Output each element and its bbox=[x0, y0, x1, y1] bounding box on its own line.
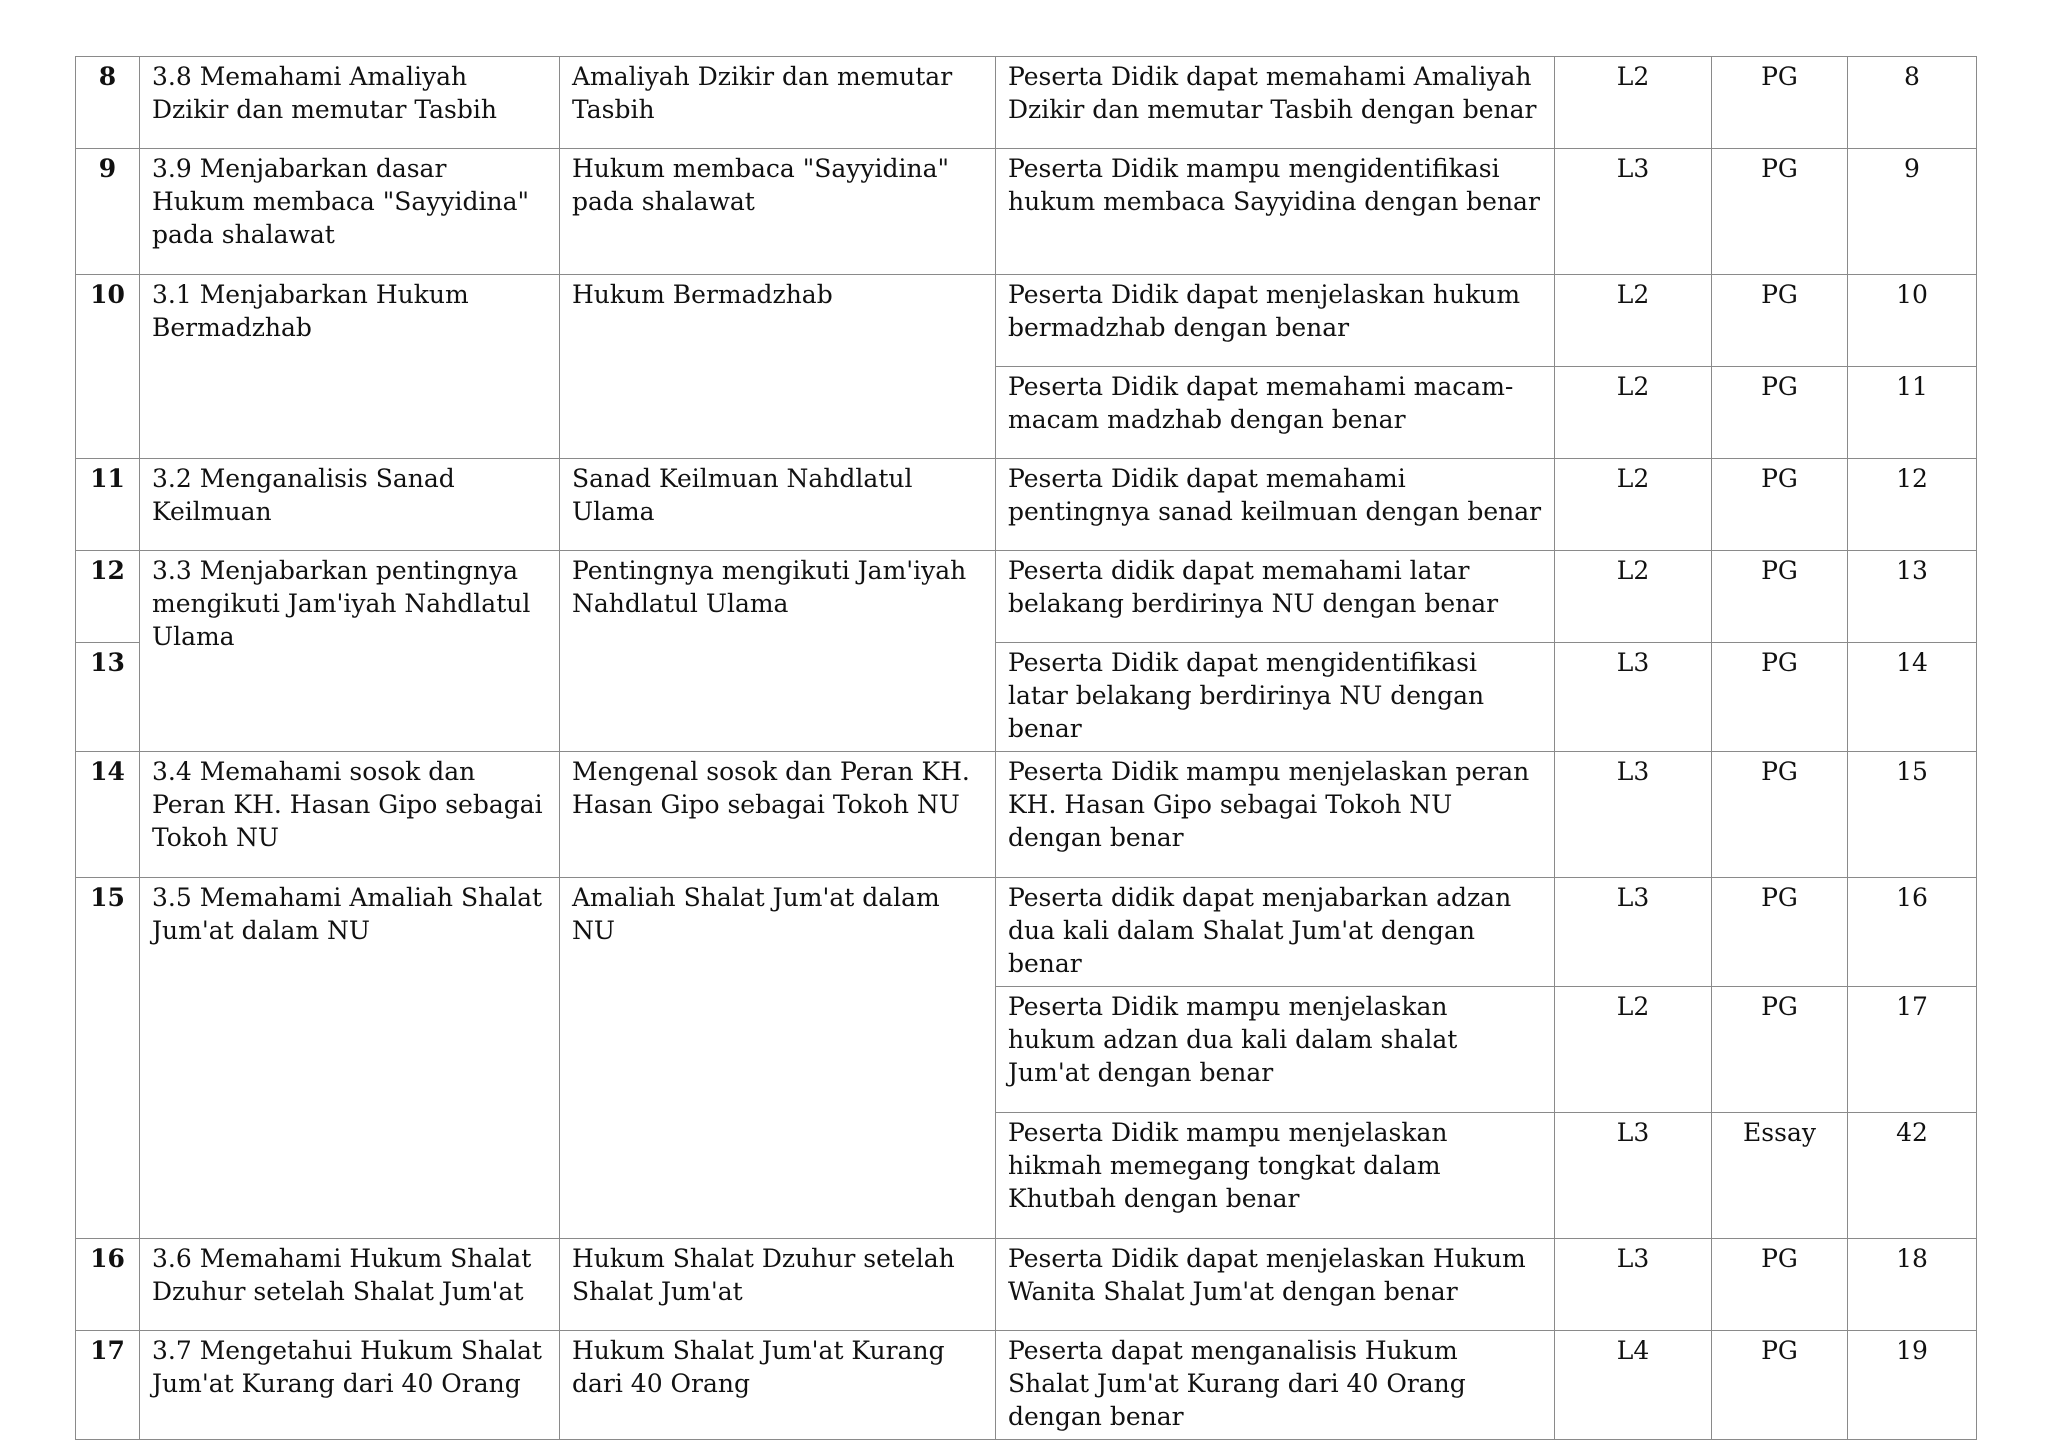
bentuk-soal: PG bbox=[1712, 367, 1848, 459]
level: L2 bbox=[1555, 275, 1712, 367]
row-number: 11 bbox=[76, 459, 140, 551]
bentuk-soal: PG bbox=[1712, 643, 1848, 752]
materi: Sanad Keilmuan Nahdlatul Ulama bbox=[560, 459, 996, 551]
level: L2 bbox=[1555, 551, 1712, 643]
indikator: Peserta Didik dapat mengidentifikasi latar belakang berdirinya NU dengan benar bbox=[996, 643, 1555, 752]
bentuk-soal: PG bbox=[1712, 551, 1848, 643]
materi: Mengenal sosok dan Peran KH. Hasan Gipo sebagai Tokoh NU bbox=[560, 752, 996, 878]
nomor-soal: 8 bbox=[1848, 57, 1977, 149]
row-number: 15 bbox=[76, 878, 140, 1239]
indikator: Peserta Didik dapat menjelaskan hukum bermadzhab dengan benar bbox=[996, 275, 1555, 367]
nomor-soal: 42 bbox=[1848, 1113, 1977, 1239]
bentuk-soal: PG bbox=[1712, 752, 1848, 878]
nomor-soal: 17 bbox=[1848, 987, 1977, 1113]
bentuk-soal: PG bbox=[1712, 1239, 1848, 1331]
bentuk-soal: Essay bbox=[1712, 1113, 1848, 1239]
table-row bbox=[76, 752, 1977, 878]
table-row bbox=[76, 878, 1977, 987]
indikator: Peserta dapat menganalisis Hukum Shalat Jum'at Kurang dari 40 Orang dengan benar bbox=[996, 1331, 1555, 1440]
table-row bbox=[76, 1331, 1977, 1440]
bentuk-soal: PG bbox=[1712, 878, 1848, 987]
row-number: 10 bbox=[76, 275, 140, 459]
indikator: Peserta didik dapat memahami latar belakang berdirinya NU dengan benar bbox=[996, 551, 1555, 643]
table-row bbox=[76, 1239, 1977, 1331]
materi: Hukum Bermadzhab bbox=[560, 275, 996, 459]
kompetensi-dasar: 3.1 Menjabarkan Hukum Bermadzhab bbox=[140, 275, 560, 459]
indikator: Peserta Didik dapat memahami pentingnya sanad keilmuan dengan benar bbox=[996, 459, 1555, 551]
table-row bbox=[76, 459, 1977, 551]
level: L3 bbox=[1555, 149, 1712, 275]
materi: Pentingnya mengikuti Jam'iyah Nahdlatul Ulama bbox=[560, 551, 996, 752]
row-number: 13 bbox=[76, 643, 140, 752]
kisi-kisi-table bbox=[75, 56, 1977, 1440]
table-row bbox=[76, 551, 1977, 643]
table-row bbox=[76, 275, 1977, 367]
materi: Hukum Shalat Jum'at Kurang dari 40 Orang bbox=[560, 1331, 996, 1440]
indikator: Peserta Didik mampu menjelaskan hikmah memegang tongkat dalam Khutbah dengan benar bbox=[996, 1113, 1555, 1239]
row-number: 14 bbox=[76, 752, 140, 878]
bentuk-soal: PG bbox=[1712, 149, 1848, 275]
row-number: 17 bbox=[76, 1331, 140, 1440]
level: L3 bbox=[1555, 643, 1712, 752]
nomor-soal: 11 bbox=[1848, 367, 1977, 459]
level: L2 bbox=[1555, 57, 1712, 149]
level: L3 bbox=[1555, 752, 1712, 878]
indikator: Peserta Didik dapat memahami macam-macam madzhab dengan benar bbox=[996, 367, 1555, 459]
nomor-soal: 15 bbox=[1848, 752, 1977, 878]
bentuk-soal: PG bbox=[1712, 275, 1848, 367]
nomor-soal: 13 bbox=[1848, 551, 1977, 643]
nomor-soal: 16 bbox=[1848, 878, 1977, 987]
indikator: Peserta Didik dapat menjelaskan Hukum Wanita Shalat Jum'at dengan benar bbox=[996, 1239, 1555, 1331]
nomor-soal: 14 bbox=[1848, 643, 1977, 752]
kompetensi-dasar: 3.3 Menjabarkan pentingnya mengikuti Jam'iyah Nahdlatul Ulama bbox=[140, 551, 560, 752]
bentuk-soal: PG bbox=[1712, 1331, 1848, 1440]
kompetensi-dasar: 3.7 Mengetahui Hukum Shalat Jum'at Kurang dari 40 Orang bbox=[140, 1331, 560, 1440]
row-number: 12 bbox=[76, 551, 140, 643]
kompetensi-dasar: 3.8 Memahami Amaliyah Dzikir dan memutar Tasbih bbox=[140, 57, 560, 149]
indikator: Peserta didik dapat menjabarkan adzan dua kali dalam Shalat Jum'at dengan benar bbox=[996, 878, 1555, 987]
level: L2 bbox=[1555, 987, 1712, 1113]
indikator: Peserta Didik dapat memahami Amaliyah Dzikir dan memutar Tasbih dengan benar bbox=[996, 57, 1555, 149]
materi: Amaliah Shalat Jum'at dalam NU bbox=[560, 878, 996, 1239]
nomor-soal: 19 bbox=[1848, 1331, 1977, 1440]
materi: Hukum membaca "Sayyidina" pada shalawat bbox=[560, 149, 996, 275]
level: L3 bbox=[1555, 878, 1712, 987]
row-number: 16 bbox=[76, 1239, 140, 1331]
nomor-soal: 18 bbox=[1848, 1239, 1977, 1331]
materi: Hukum Shalat Dzuhur setelah Shalat Jum'at bbox=[560, 1239, 996, 1331]
bentuk-soal: PG bbox=[1712, 987, 1848, 1113]
row-number: 9 bbox=[76, 149, 140, 275]
level: L3 bbox=[1555, 1239, 1712, 1331]
nomor-soal: 9 bbox=[1848, 149, 1977, 275]
table-row bbox=[76, 57, 1977, 149]
kompetensi-dasar: 3.5 Memahami Amaliah Shalat Jum'at dalam NU bbox=[140, 878, 560, 1239]
bentuk-soal: PG bbox=[1712, 57, 1848, 149]
kompetensi-dasar: 3.2 Menganalisis Sanad Keilmuan bbox=[140, 459, 560, 551]
level: L3 bbox=[1555, 1113, 1712, 1239]
kompetensi-dasar: 3.4 Memahami sosok dan Peran KH. Hasan Gipo sebagai Tokoh NU bbox=[140, 752, 560, 878]
nomor-soal: 10 bbox=[1848, 275, 1977, 367]
level: L4 bbox=[1555, 1331, 1712, 1440]
bentuk-soal: PG bbox=[1712, 459, 1848, 551]
indikator: Peserta Didik mampu menjelaskan hukum adzan dua kali dalam shalat Jum'at dengan benar bbox=[996, 987, 1555, 1113]
table-row bbox=[76, 149, 1977, 275]
nomor-soal: 12 bbox=[1848, 459, 1977, 551]
indikator: Peserta Didik mampu menjelaskan peran KH. Hasan Gipo sebagai Tokoh NU dengan benar bbox=[996, 752, 1555, 878]
kompetensi-dasar: 3.9 Menjabarkan dasar Hukum membaca "Sayyidina" pada shalawat bbox=[140, 149, 560, 275]
kompetensi-dasar: 3.6 Memahami Hukum Shalat Dzuhur setelah Shalat Jum'at bbox=[140, 1239, 560, 1331]
level: L2 bbox=[1555, 459, 1712, 551]
row-number: 8 bbox=[76, 57, 140, 149]
indikator: Peserta Didik mampu mengidentifikasi hukum membaca Sayyidina dengan benar bbox=[996, 149, 1555, 275]
level: L2 bbox=[1555, 367, 1712, 459]
materi: Amaliyah Dzikir dan memutar Tasbih bbox=[560, 57, 996, 149]
